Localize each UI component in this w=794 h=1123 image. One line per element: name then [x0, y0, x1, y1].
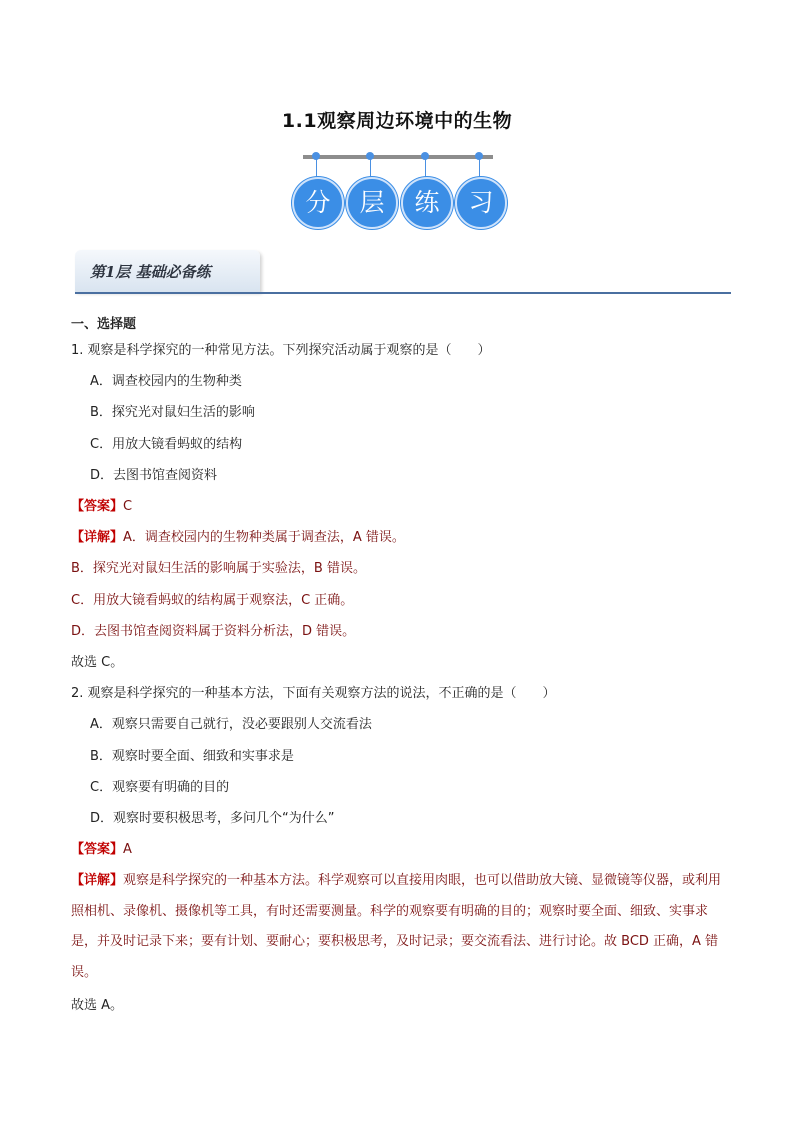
question-1-option-d: D．去图书馆查阅资料 — [90, 468, 218, 483]
detail-line: C．用放大镜看蚂蚁的结构属于观察法，C 正确。 — [71, 593, 354, 608]
question-2-detail — [71, 866, 733, 988]
question-2-answer — [71, 840, 132, 860]
question-1-conclusion: 故选 C。 — [71, 655, 124, 670]
question-1-option-a: A．调查校园内的生物种类 — [90, 374, 242, 389]
question-2-conclusion: 故选 A。 — [71, 998, 124, 1013]
page-title: 1.1观察周边环境中的生物 — [281, 110, 513, 132]
question-1-stem: 1. 观察是科学探究的一种常见方法。下列探究活动属于观察的是（ ） — [71, 343, 491, 358]
detail-text: 观察是科学探究的一种基本方法。科学观察可以直接用肉眼，也可以借助放大镜、显微镜等仪器，或利用照相机、录像机、摄像机等工具，有时还需要测量。科学的观察要有明确的目的；观察时要全面、细致、实事求是，并及时记录下来；要有计划、要耐心；要积极思考，及时记录；要交流看法、进行讨论。故 BCD 正确，A 错误。 — [71, 873, 722, 980]
detail-tag: 【详解】 — [71, 873, 124, 888]
detail-line: B．探究光对鼠妇生活的影响属于实验法，B 错误。 — [71, 561, 366, 576]
question-1-detail — [71, 528, 405, 548]
detail-line: D．去图书馆查阅资料属于资料分析法，D 错误。 — [71, 624, 356, 639]
answer-tag: 【答案】 — [71, 842, 124, 857]
question-2-option-a: A．观察只需要自己就行，没必要跟别人交流看法 — [90, 717, 372, 732]
badge-ceng: 层 — [346, 177, 398, 229]
level-tab-label: 第1层 基础必备练 — [90, 263, 211, 281]
badge-fen: 分 — [292, 177, 344, 229]
question-1-answer — [71, 497, 132, 517]
detail-line: A．调查校园内的生物种类属于调查法，A 错误。 — [123, 530, 405, 545]
answer-tag: 【答案】 — [71, 499, 124, 514]
badge-stem — [425, 159, 426, 177]
question-2-stem: 2. 观察是科学探究的一种基本方法，下面有关观察方法的说法，不正确的是（ ） — [71, 686, 556, 701]
badge-stem — [316, 159, 317, 177]
banner-rail — [303, 155, 493, 159]
level-divider — [75, 292, 731, 294]
question-1-option-b: B．探究光对鼠妇生活的影响 — [90, 405, 255, 420]
answer-value: C — [123, 499, 133, 514]
badge-stem — [479, 159, 480, 177]
question-1-option-c: C．用放大镜看蚂蚁的结构 — [90, 437, 243, 452]
question-2-option-b: B．观察时要全面、细致和实事求是 — [90, 749, 294, 764]
badge-xi: 习 — [455, 177, 507, 229]
question-2-option-d: D．观察时要积极思考，多问几个“为什么” — [90, 811, 335, 826]
badge-stem — [370, 159, 371, 177]
question-2-option-c: C．观察要有明确的目的 — [90, 780, 230, 795]
detail-tag: 【详解】 — [71, 530, 124, 545]
answer-value: A — [123, 842, 132, 857]
badge-lian: 练 — [401, 177, 453, 229]
level-tab — [75, 250, 260, 292]
section-heading: 一、选择题 — [71, 317, 137, 332]
